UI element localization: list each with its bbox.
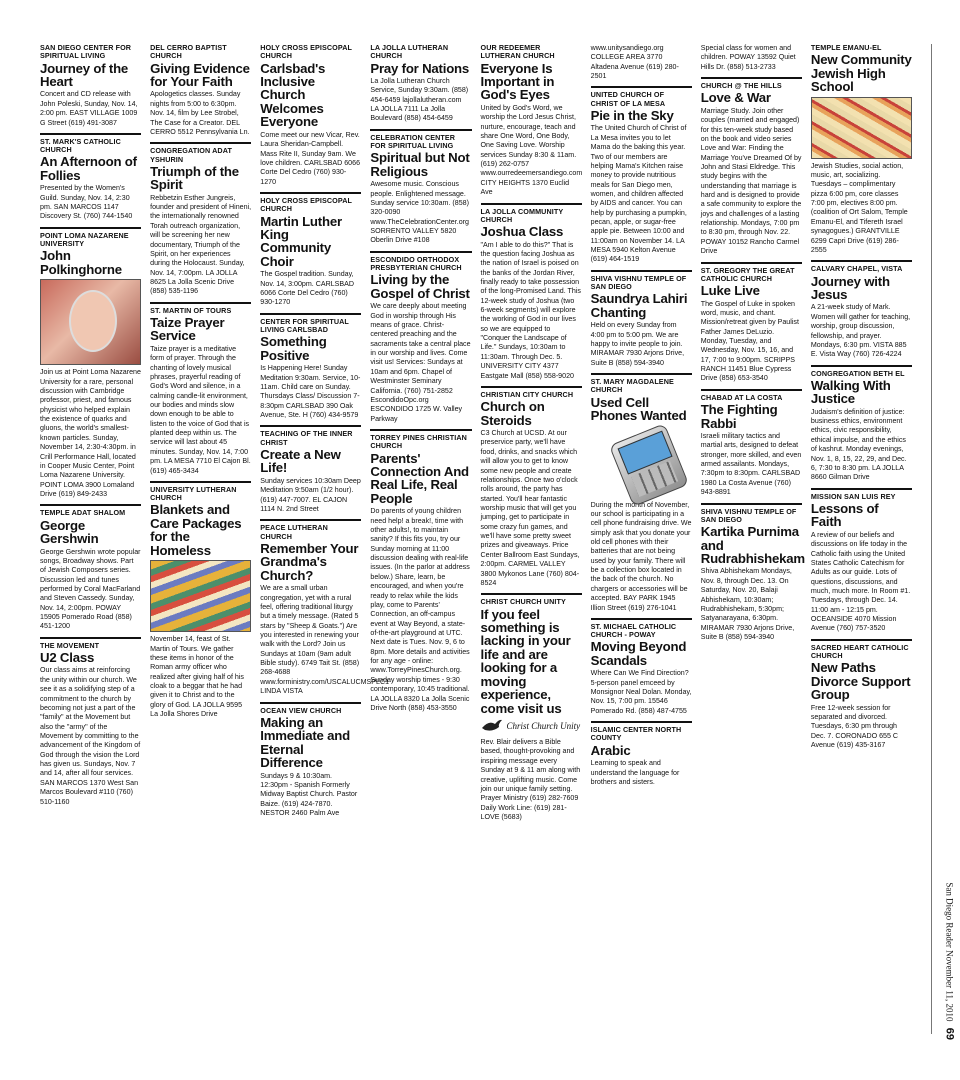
event-details: Israeli military tactics and martial arts, designed to defeat stronger, more skilled, and even armed assailants. Mondays, 7:30pm to 8:30pm. CARLSBAD 1980 La Costa Avenue (760) 943-8891	[700, 432, 802, 497]
event-details: "Am I able to do this?" That is the question facing Joshua as the nation of Israel is poised on the banks of the Jordan River, finally ready to take possession of the long-Promised Land. This 12-week study of Joshua (two 6-week segments) will explore the working of God in our lives so we are equipped to "Conquer the Landscape of Life." Sundays, 10:30am to 11:30am. Through Dec. 5. UNIVERSITY CITY 4377 Eastgate Mall (858) 558-9020	[480, 240, 581, 380]
organization-name: OCEAN VIEW CHURCH	[260, 705, 342, 715]
event-listing	[260, 519, 390, 696]
event-details: Presented by the Women's Guild. Sunday, Nov. 14, 2:30 pm. SAN MARCOS 1147 Discovery St. (760) 744-1540	[40, 184, 133, 221]
page-folio	[944, 882, 956, 1040]
event-listing	[591, 270, 692, 368]
event-details: A review of our beliefs and discussions on life today in the Catholic faith using the United States Catholic Catechism for Adults as our guide. Lots of questions, discussions, and much, much more. In Room #1. Tuesdays, through Dec. 14. 11:00 am - 12:15 pm. OCEANSIDE 4070 Mission Avenue (760) 757-3520	[810, 530, 911, 633]
organization-name: SHIVA VISHNU TEMPLE OF SAN DIEGO	[700, 506, 797, 524]
event-listing	[260, 425, 361, 514]
event-listing	[701, 77, 802, 256]
event-title: Pie in the Sky	[590, 108, 674, 123]
organization-name: SHIVA VISHNU TEMPLE OF SAN DIEGO	[590, 273, 687, 292]
organization-name: LA JOLLA COMMUNITY CHURCH	[480, 206, 564, 224]
event-listing	[260, 702, 361, 819]
event-details: Held on every Sunday from 4:00 pm to 5:00 pm. We are happy to invite people to join. MIRAMAR 7930 Arjons Drive, Suite B (858) 594-3940	[590, 321, 685, 367]
event-details: Judaism's definition of justice: business ethics, environment ethics, civic responsibility, ethical impulse, and the ethics of kashrut. Monday evenings, Nov. 1, 8, 15, 22, 29, and Dec. 6, 7:30 to 8:30 pm. LA JOLLA 8660 Gilman Drive	[810, 407, 907, 482]
organization-name: ST. MARTIN OF TOURS	[150, 305, 232, 315]
event-listing	[40, 504, 141, 631]
event-details: Is Happening Here! Sunday Meditation 9:30am. Service, 10-11am. Child care on Sunday. Thursdays Class/ Discussion 7-8:30pm CARLSBAD 390 Oak Avenue, Ste. H (760) 434-9579	[260, 364, 361, 420]
event-details: Apologetics classes. Sunday nights from 5:00 to 6:30pm. Nov. 14, film by Lee Strobel, The Case for a Creator. DEL CERRO 5512 Pennsylvania Ln.	[150, 90, 250, 136]
event-details: Sundays 9 & 10:30am. 12:30pm - Spanish Formerly Midway Baptist Church. Pastor Baize. (619) 424-7870. NESTOR 2460 Palm Ave	[260, 771, 358, 818]
event-title: Create a New Life!	[260, 446, 341, 476]
event-listing	[591, 618, 692, 716]
organization-name: CONGREGATION ADAT YSHURIN	[150, 146, 232, 164]
event-listing	[40, 133, 141, 222]
listings-column	[370, 44, 471, 1074]
listings-column	[591, 44, 692, 1074]
event-title: Arabic	[590, 742, 631, 758]
event-listing	[591, 721, 692, 787]
organization-name: HOLY CROSS EPISCOPAL CHURCH	[260, 195, 352, 214]
listings-column	[150, 44, 251, 1074]
event-listing	[481, 44, 582, 198]
event-title: Luke Live	[700, 283, 760, 299]
event-listing	[701, 44, 802, 72]
organization-name: THE MOVEMENT	[40, 640, 100, 650]
event-title: Church on Steroids	[480, 399, 545, 428]
event-title: Walking With Justice	[810, 377, 891, 407]
event-listing	[481, 203, 582, 381]
event-listing	[591, 44, 692, 81]
event-title: John Polkinghorne	[40, 248, 122, 277]
event-listing	[811, 639, 912, 751]
organization-name: OUR REDEEMER LUTHERAN CHURCH	[480, 43, 555, 61]
speaker-face-shape	[69, 290, 117, 352]
event-listing	[150, 481, 251, 720]
organization-name: CHABAD AT LA COSTA	[700, 392, 783, 402]
event-listing	[40, 637, 141, 807]
event-title: Martin Luther King Community Choir	[260, 213, 342, 269]
event-details: United by God's Word, we worship the Lord Jesus Christ, nurture, encourage, teach and share One Word, One Body, One Saving Love. Worship services Sunday 8:30 & 11am. (619) 262-0757 www.ourredeemersandiego.com CITY HEIGHTS 1370 Euclid Ave	[480, 103, 583, 197]
event-listing	[811, 260, 912, 359]
organization-name: CALVARY CHAPEL, VISTA	[810, 264, 903, 274]
listings-column	[811, 44, 912, 1074]
organization-name: UNIVERSITY LUTHERAN CHURCH	[150, 484, 237, 503]
event-details: www.unitysandiego.org COLLEGE AREA 3770 Altadena Avenue (619) 280-2501	[590, 44, 679, 81]
event-listing	[370, 129, 471, 246]
event-listing	[260, 192, 361, 308]
listings-column	[481, 44, 582, 1074]
event-title: Lessons of Faith	[810, 500, 879, 530]
event-details: Sunday services 10:30am Deep Meditation 9:50am (1/2 hour). (619) 447-7007. EL CAJON 1114 N. 2nd Street	[260, 476, 361, 513]
event-details: The Gospel tradition. Sunday, Nov. 14, 3:00pm. CARLSBAD 6066 Corte Del Cedro (760) 930-1270	[260, 270, 354, 307]
organization-name: POINT LOMA NAZARENE UNIVERSITY	[40, 230, 129, 249]
organization-name: CENTER FOR SPIRITUAL LIVING CARLSBAD	[260, 316, 349, 335]
event-details: Marriage Study. Join other couples (married and engaged) for this ten-week study based on the book and video series Love and War: Finding the Marriage You've Dreamed Of by John and Stasi Eldredge. This study begins with the understanding that marriage is hard and is designed to provide a safe community to explore the joys and challenges of a lasting relationship. Mondays, 7:00 pm to 8:30 pm, through Nov. 22. POWAY 10152 Rancho Carmel Drive	[700, 106, 802, 256]
event-title: Living by the Gospel of Christ	[370, 272, 470, 301]
event-title: Journey of the Heart	[40, 60, 129, 90]
organization-name: SAN DIEGO CENTER FOR SPIRITUAL LIVING	[40, 43, 132, 61]
organization-name: PEACE LUTHERAN CHURCH	[260, 523, 328, 541]
event-details: Awesome music. Conscious people. Enlightened message. Sunday service 10:30am. (858) 320-0090 www.TheCelebrationCenter.org SORRENTO VALLEY 5820 Oberlin Drive #108	[370, 180, 469, 245]
event-title: Triumph of the Spirit	[150, 163, 239, 193]
organization-name: ESCONDIDO ORTHODOX PRESBYTERIAN CHURCH	[370, 254, 462, 273]
organization-name: CONGREGATION BETH EL	[810, 368, 905, 378]
organization-name: TEMPLE ADAT SHALOM	[40, 508, 126, 518]
event-listing	[150, 44, 251, 137]
event-details: We care deeply about meeting God in worship through His means of grace. Christ-centered preaching and the sacraments take a central place in our worship and lives. Come visit us! Services: Sundays at 10am and 6pm. Chapel of Westminster Seminary California. (760) 751-2852 EscondidoOpc.org ESCONDIDO 1725 W. Valley Parkway	[370, 302, 471, 423]
event-details: Join us at Point Loma Nazarene University for a rare, personal discussion with Cambridge professor, priest, and famous physicist who helped explain the existence of quarks and gluons, the world's smallest-known particles. Sunday, November 14, 2:30-4:30pm. in Crill Performance Hall, located in Cooper Music Center, Point Loma Nazarene University. POINT LOMA 3900 Lomaland Drive (619) 849-2433	[40, 368, 141, 498]
event-title: If you feel something is lacking in your life and are looking for a moving experience, come visit us	[480, 606, 571, 716]
event-details: November 14, feast of St. Martin of Tours. We gather these items in honor of the Roman army officer who realized after giving half of his cloak to a beggar that he had given it to Christ and to the glory of God. LA JOLLA 9595 La Jolla Shores Drive	[150, 635, 244, 719]
organization-name: CHRIST CHURCH UNITY	[480, 597, 566, 607]
organization-name: CHRISTIAN CITY CHURCH	[480, 389, 574, 399]
organization-name: LA JOLLA LUTHERAN CHURCH	[370, 43, 449, 61]
organization-name: ST. MICHAEL CATHOLIC CHURCH - POWAY	[590, 621, 677, 640]
event-title: Journey with Jesus	[810, 273, 890, 302]
event-details: A 21-week study of Mark. Women will gather for teaching, worship, group discussion, fellowship, and prayer. Mondays, 6:30 pm. VISTA 885 E. Vista Way (760) 726-4224	[810, 303, 911, 359]
publication-line: San Diego Reader November 11, 2010	[945, 882, 955, 1022]
event-title: Carlsbad's Inclusive Church Welcomes Everyone	[260, 60, 326, 130]
event-details: We are a small urban congregation, yet with a rural feel, offering traditional liturgy but a timely message. (Rated 5 stars by "Sheep & Goats.") Are you interested in renewing your walk with the Lord? Join us Sundays at 10am (9am adult Bible study). 6749 Tait St. (858) 268-4688 www.forministry.com/USCALUCMSPLC1 LINDA VISTA	[260, 584, 390, 696]
event-details: George Gershwin wrote popular songs, Broadway shows. Part of Jewish Composers series. Discussion led and tunes performed by Coral MacFarland and Steven Cassedy. Sunday, Nov. 14, 2:00pm. POWAY 15905 Pomerado Road (858) 451-1200	[40, 547, 141, 631]
organization-name: TORREY PINES CHRISTIAN CHURCH	[370, 432, 467, 451]
listings-column	[700, 44, 805, 1074]
event-listing	[150, 302, 251, 476]
event-title: Remember Your Grandma's Church?	[260, 540, 359, 583]
margin-rule	[931, 44, 932, 1034]
event-details: Come meet our new Vicar, Rev. Laura Sheridan-Campbell. Mass Rite II, Sunday 9am. We love children. CARLSBAD 6066 Corte Del Cedro (760) 930-1270	[260, 130, 361, 186]
logo-wordmark: Christ Church Unity	[506, 721, 581, 732]
event-listing	[591, 86, 692, 264]
event-title: Love & War	[700, 90, 771, 106]
event-title: U2 Class	[40, 650, 95, 666]
event-listing	[701, 389, 802, 498]
event-details: Where Can We Find Direction? 5-person panel emceed by Monsignor Neal Dolan. Monday, Nov. 15, 7:00 pm. 15546 Pomerado Rd. (858) 487-4755	[590, 669, 692, 715]
event-title: Saundrya Lahiri Chanting	[590, 291, 688, 320]
event-listing	[700, 503, 805, 643]
cell-phone-photo	[591, 426, 692, 498]
event-title: Parents' Connection And Real Life, Real People	[370, 450, 469, 506]
event-title: The Fighting Rabbi	[700, 402, 778, 431]
organization-name: TEMPLE EMANU-EL	[810, 43, 882, 52]
event-title: George Gershwin	[40, 517, 99, 547]
event-title: Used Cell Phones Wanted	[590, 394, 687, 424]
event-listing	[811, 44, 912, 255]
organization-name: TEACHING OF THE INNER CHRIST	[260, 429, 353, 447]
organization-name: SACRED HEART CATHOLIC CHURCH	[810, 642, 909, 661]
event-details: The United Church of Christ of La Mesa invites you to let Mama do the baking this year. Two of our members are helping Mama's Kitchen raise money to provide nutritious meals for San Diego men, women, and children affected by AIDS and cancer. You can help by purchasing a pumpkin, pecan, apple, or sugar-free apple pie. Between 10:00 and 11:00am on November 14. LA MESA 5940 Kelton Avenue (619) 464-1519	[590, 124, 687, 264]
event-details: Do parents of young children need help! a break!, time with other adults!, to maintain sanity? If this fits you, try our Sunday morning at 11:00 discussion dealing with real-life issues. (In the parlor at address below.) Share, learn, be encouraged, and when you're ready to relax while the kids play, come to Parents' Connection, an off-campus event at Way Beyond, a state-of-the-art playground at UTC. Next date is Tues. Nov. 9, 6 to 8pm. More details and activities for any age - online: www.TorreyPinesChurch.org. Sunday worship times - 9:30 contemporary, 10:45 traditional. LA JOLLA 8320 La Jolla Scenic Drive North (858) 453-3550	[370, 507, 470, 712]
event-details: Shiva Abhishekam Mondays, Nov. 8, through Dec. 13. On Saturday, Nov. 20, Balaji Abhishekam, 10:30am; Rudrabhishekam, 5:30pm; Satyanarayana, 6:30pm. MIRAMAR 7930 Arjons Drive, Suite B (858) 594-3940	[700, 567, 795, 641]
event-listing	[811, 365, 912, 483]
event-listing	[811, 488, 912, 634]
event-title: Pray for Nations	[370, 60, 470, 76]
event-title: Taize Prayer Service	[150, 314, 225, 344]
organization-name: UNITED CHURCH OF CHRIST OF LA MESA	[590, 90, 666, 108]
event-listing	[150, 142, 251, 296]
event-title: Joshua Class	[480, 224, 564, 240]
event-listing	[481, 386, 582, 588]
event-details: Rev. Blair delivers a Bible based, thought-provoking and inspiring message every Sunday at 9 & 11 am along with creative, uplifting music. Come join our unique family setting. Prayer Ministry (619) 282-7609 Daily Work Line: (619) 281-LOVE (5683)	[480, 738, 581, 821]
event-title: Something Positive	[260, 334, 327, 363]
church-logo	[481, 718, 582, 734]
event-details: Taize prayer is a meditative form of prayer. Through the chanting of lovely musical phrases, prayerful reading of God's Word and silence, in a calming candle-lit environment, our bodies and minds slow down enough to be able to listen to the voice of God that is planted deep within us. The service will last about 45 minutes. Sunday, Nov. 14, 7:00 pm. LA MESA 7710 El Cajon Bl. (619) 465-3434	[150, 344, 251, 475]
event-listing	[40, 44, 141, 128]
listings-column	[40, 44, 141, 1074]
organization-name: MISSION SAN LUIS REY	[810, 491, 896, 501]
event-details: During the month of November, our school is participating in a cell phone fundraising drive. We simply ask that you donate your old cell phones with their batteries that are not being used by your family. There will be a collection box located in the back of the church. No chargers or accessories will be accepted. BAY PARK 1945 Illion Street (619) 276-1041	[590, 500, 692, 612]
blankets-photo	[150, 560, 251, 632]
organization-name: ISLAMIC CENTER NORTH COUNTY	[590, 725, 682, 743]
organization-name: DEL CERRO BAPTIST CHURCH	[150, 43, 227, 61]
pizza-photo	[811, 97, 912, 159]
event-listing	[260, 44, 361, 187]
event-title: An Afternoon of Follies	[40, 154, 137, 183]
event-listing	[370, 429, 471, 713]
event-listing	[370, 44, 471, 124]
event-title: Spiritual but Not Religious	[370, 150, 470, 179]
event-listing	[701, 262, 802, 384]
speaker-photo	[40, 279, 141, 365]
event-details: Our class aims at reinforcing the unity within our church. We see it as a solidifying step of a commitment to the church by becoming not just a part of the "family" at the Movement but also the "army" of the Movement by committing to the advancement of the Kingdom of God through the vision the Lord has given us. Sundays, Nov. 7 and 14, after all four services. SAN MARCOS 1370 West San Marcos Boulevard #110 (760) 510-1160	[40, 666, 141, 806]
organization-name: ST. MARY MAGDALENE CHURCH	[590, 377, 674, 395]
listings-columns	[40, 44, 912, 1074]
event-details: Rebbetzin Esther Jungreis, founder and president of Hineni, the internationally renowned Torah outreach organization, will be screening her new documentary, Triumph of the Spirit, on her experiences during the Holocaust. Sunday, Nov. 14, 7:00pm. LA JOLLA 8625 La Jolla Scenic Drive (858) 535-1196	[150, 193, 252, 296]
event-details: La Jolla Lutheran Church Service, Sunday 9:30am. (858) 454-6459 lajollalutheran.com LA JOLLA 7111 La Jolla Boulevard (858) 454-6459	[370, 77, 469, 123]
event-listing	[481, 593, 582, 822]
event-details: The Gospel of Luke in spoken word, music, and chant. Mission/retreat given by Paulist Father James DeLuzio. Monday, Tuesday, and Wednesday, Nov. 15, 16, and 17, 7:00 to 9:00pm. SCRIPPS RANCH 11451 Blue Cypress Drive (858) 653-3540	[700, 299, 799, 383]
event-title: Blankets and Care Packages for the Homeless	[150, 502, 242, 558]
event-details: Free 12-week session for separated and divorced. Tuesdays, 6:30 pm through Dec. 7. CORONADO 655 C Avenue (619) 435-3167	[810, 703, 898, 750]
event-title: Kartika Purnima and Rudrabhishekam	[700, 524, 805, 566]
event-details: Concert and CD release with John Poleski, Sunday, Nov. 14, 2:00 pm. EAST VILLAGE 1009 G Street (619) 491-3087	[40, 90, 138, 127]
event-listing	[370, 251, 471, 424]
event-details: C3 Church at UCSD. At our preservice party, we'll have food, drinks, and snacks which will allow you to get to know some new people and create relationships. Once two o'clock rolls around, the party has started. You'll hear fantastic worship music that will get you jumping, get to participate in some crazy fun games, and we'll have some pretty sweet prizes and giveaways. Price Center Ballroom East Sundays, 2:00pm. CARMEL VALLEY 3800 Mykonos Lane (760) 804-8524	[480, 429, 580, 587]
event-details: Jewish Studies, social action, music, art, socializing. Tuesdays – complimentary pizza 6:00 pm, core classes 7:00 pm, electives 8:00 pm. (coalition of Ort Salom, Temple Emanu-El, and Tifereth Israel synagogues.) GRANTVILLE 6299 Capri Drive (619) 286-2555	[810, 161, 908, 254]
event-title: Everyone Is Important in God's Eyes	[480, 60, 555, 103]
event-details: Learning to speak and understand the language for brothers and sisters.	[590, 759, 680, 786]
event-title: New Paths Divorce Support Group	[810, 660, 911, 703]
event-title: Giving Evidence for Your Faith	[150, 60, 250, 90]
organization-name: CELEBRATION CENTER FOR SPIRITUAL LIVING	[370, 132, 456, 151]
cell-phone-icon	[608, 423, 688, 507]
event-title: New Community Jewish High School	[810, 52, 912, 95]
event-listing	[40, 227, 141, 500]
dove-icon	[481, 718, 503, 734]
page-number: 69	[944, 1027, 956, 1040]
listings-column	[260, 43, 390, 1074]
event-title: Making an Immediate and Eternal Difference	[260, 714, 350, 771]
organization-name: ST. MARK'S CATHOLIC CHURCH	[40, 136, 121, 155]
event-title: Moving Beyond Scandals	[590, 639, 687, 668]
event-listing	[591, 373, 692, 613]
organization-name: CHURCH @ THE HILLS	[700, 81, 782, 91]
event-listing	[260, 313, 361, 421]
organization-name: ST. GREGORY THE GREAT CATHOLIC CHURCH	[700, 265, 795, 283]
event-details: Special class for women and children. POWAY 13592 Quiet Hills Dr. (858) 513-2733	[700, 44, 796, 71]
organization-name: HOLY CROSS EPISCOPAL CHURCH	[260, 43, 352, 61]
